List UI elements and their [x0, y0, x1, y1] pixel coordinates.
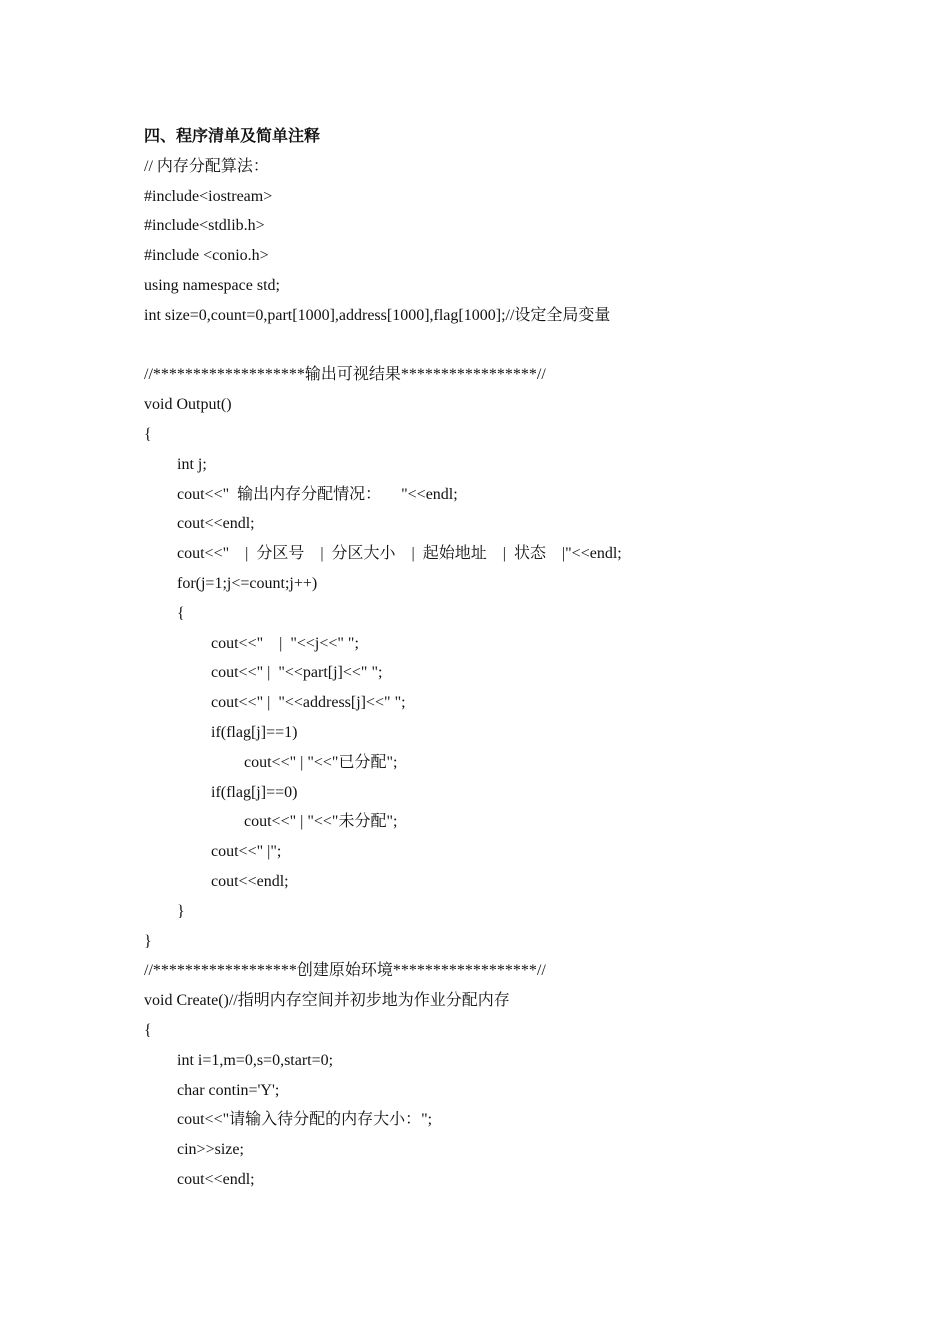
code-line: void Create()//指明内存空间并初步地为作业分配内存 — [144, 992, 510, 1010]
code-line: cin>>size; — [177, 1141, 244, 1159]
code-line: //*******************输出可视结果*****************// — [144, 366, 546, 384]
code-line: cout<<endl; — [177, 515, 255, 533]
section-heading: 四、程序清单及简单注释 — [144, 128, 321, 145]
code-line: // 内存分配算法： — [144, 157, 269, 175]
code-line: void Output() — [144, 396, 232, 414]
code-line: #include<iostream> — [144, 187, 273, 205]
code-line: cout<<" |"; — [211, 843, 282, 861]
code-line: //******************创建原始环境******************// — [144, 962, 546, 980]
code-line: #include <conio.h> — [144, 247, 269, 265]
code-line: } — [144, 932, 152, 950]
document-body — [144, 122, 904, 1195]
code-line: cout<<" | "<<part[j]<<" "; — [211, 664, 383, 682]
code-line: int j; — [177, 455, 207, 473]
code-line: { — [177, 604, 185, 622]
blank-line — [144, 331, 904, 361]
code-line: } — [177, 902, 185, 920]
code-line: cout<<" | "<<j<<" "; — [211, 634, 359, 652]
code-line: int i=1,m=0,s=0,start=0; — [177, 1051, 334, 1069]
code-line: int size=0,count=0,part[1000],address[1000],flag[1000];//设定全局变量 — [144, 306, 611, 324]
code-line: char contin='Y'; — [177, 1081, 280, 1099]
code-line: #include<stdlib.h> — [144, 217, 265, 235]
code-line: cout<<endl; — [177, 1170, 255, 1188]
code-line: if(flag[j]==0) — [211, 783, 298, 801]
code-line: cout<<" | "<<"未分配"; — [244, 813, 398, 831]
code-line: cout<<" | 分区号 | 分区大小 | 起始地址 | 状态 |"<<endl; — [177, 545, 622, 563]
code-line: using namespace std; — [144, 276, 280, 294]
code-line: cout<<" | "<<"已分配"; — [244, 753, 398, 771]
code-line: if(flag[j]==1) — [211, 723, 298, 741]
code-line: cout<<"请输入待分配的内存大小："; — [177, 1111, 433, 1129]
code-line: cout<<" | "<<address[j]<<" "; — [211, 694, 406, 712]
code-line: for(j=1;j<=count;j++) — [177, 574, 318, 592]
code-line: cout<<" 输出内存分配情况： "<<endl; — [177, 485, 458, 503]
code-line: cout<<endl; — [211, 872, 289, 890]
code-line: { — [144, 1021, 152, 1039]
code-line: { — [144, 425, 152, 443]
